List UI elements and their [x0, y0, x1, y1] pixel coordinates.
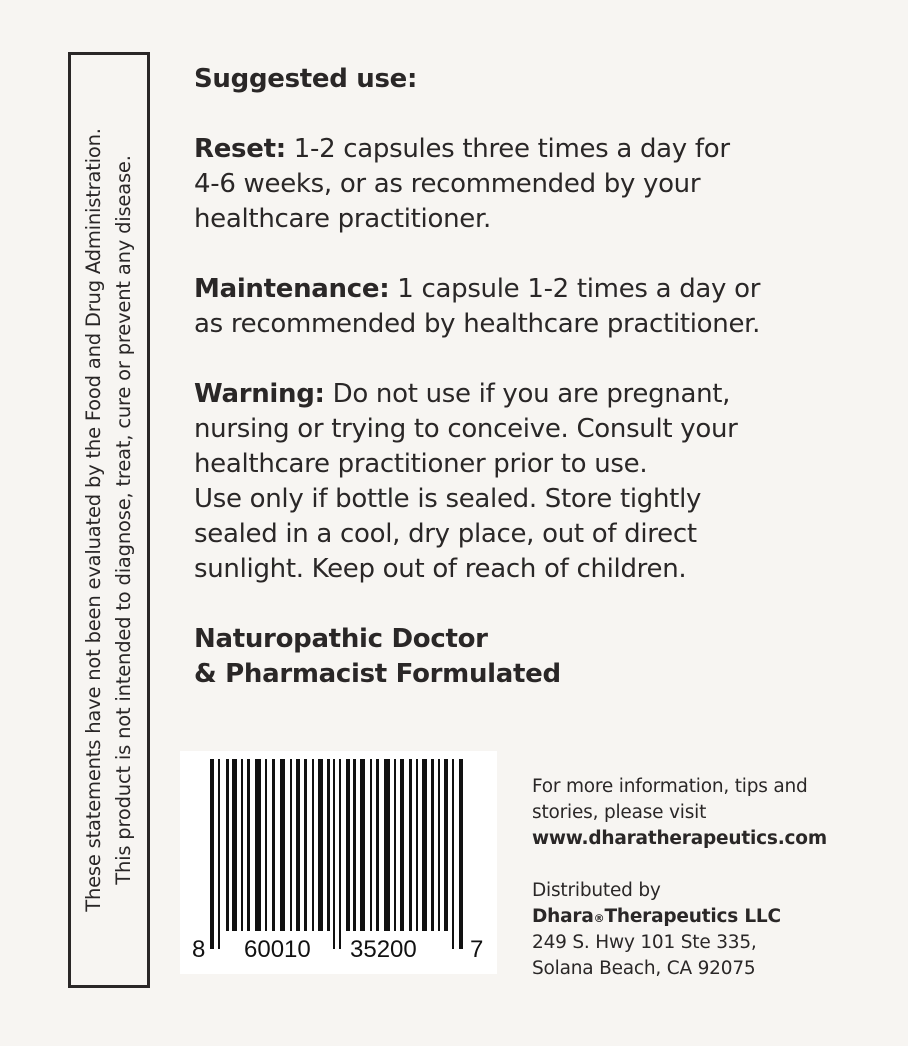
reset-label: Reset:: [194, 134, 286, 164]
info-line-2: stories, please visit: [532, 802, 707, 823]
barcode-bar: [265, 759, 267, 931]
maintenance-label: Maintenance:: [194, 274, 390, 304]
barcode-bar: [312, 759, 314, 931]
usage-section: Suggested use: Reset: 1-2 capsules three times a day for 4-6 weeks, or as recommended by your healthcare practitioner. Maintenance: 1 capsule 1-2 times a day or as recommended by healthcare practitioner. Warning: Do not use if you are pregnant, nursing or trying to conceive. Consult your healthcare practitioner prior to use. Use only if bottle is sealed. Store tightly sealed in a cool, dry place, out of direct sunlight. Keep out of reach of children. Naturopathic Doctor & Pharmacist Formulated: [194, 62, 874, 692]
barcode-bar: [346, 759, 350, 931]
formulated-line-2: & Pharmacist Formulated: [194, 659, 561, 689]
usage-heading: Suggested use:: [194, 64, 418, 94]
maintenance-paragraph: Maintenance: 1 capsule 1-2 times a day or: [194, 274, 761, 304]
barcode-bar: [232, 759, 237, 931]
disclaimer-box: [68, 52, 150, 988]
barcode-digit-last: 7: [470, 936, 484, 963]
address-line-1: 249 S. Hwy 101 Ste 335,: [532, 932, 757, 953]
barcode-bar: [210, 759, 214, 949]
barcode-bar: [280, 759, 285, 931]
barcode-bar: [376, 759, 379, 931]
barcode-bar: [438, 759, 440, 931]
barcode: [180, 751, 497, 974]
barcode-bar: [400, 759, 404, 931]
barcode-bar: [459, 759, 463, 949]
barcode-bar: [444, 759, 448, 931]
company-name: Dhara®Therapeutics LLC: [532, 906, 781, 927]
barcode-bar: [409, 759, 412, 931]
barcode-bar: [452, 759, 454, 949]
barcode-bar: [422, 759, 427, 931]
barcode-bar: [431, 759, 434, 931]
barcode-bar: [296, 759, 300, 931]
barcode-digit-first: 8: [192, 936, 206, 963]
barcode-bar: [394, 759, 396, 931]
disclaimer-line-1: These statements have not been evaluated by the Food and Drug Administration.: [82, 128, 105, 912]
warning-paragraph: Warning: Do not use if you are pregnant,: [194, 379, 731, 409]
warning-label: Warning:: [194, 379, 325, 409]
barcode-bar: [226, 759, 229, 931]
barcode-bar: [218, 759, 220, 949]
info-section: [532, 774, 872, 982]
barcode-group-left: 60010: [244, 936, 311, 963]
barcode-bar: [327, 759, 330, 931]
registered-mark: ®: [593, 912, 605, 925]
reset-paragraph: Reset: 1-2 capsules three times a day for: [194, 134, 730, 164]
barcode-bar: [353, 759, 356, 931]
website-link[interactable]: www.dharatherapeutics.com: [532, 828, 827, 849]
barcode-bar: [370, 759, 372, 931]
info-line-1: For more information, tips and: [532, 776, 808, 797]
barcode-bars: [180, 751, 497, 974]
distributed-by: Distributed by: [532, 880, 661, 901]
barcode-bar: [384, 759, 390, 931]
disclaimer-line-2: This product is not intended to diagnose, treat, cure or prevent any disease.: [112, 155, 135, 885]
barcode-bar: [241, 759, 243, 931]
address-line-2: Solana Beach, CA 92075: [532, 958, 756, 979]
barcode-bar: [304, 759, 307, 931]
barcode-bar: [272, 759, 275, 931]
barcode-bar: [416, 759, 418, 931]
barcode-bar: [333, 759, 335, 949]
disclaimer-text: [79, 70, 139, 970]
barcode-group-right: 35200: [350, 936, 417, 963]
barcode-bar: [290, 759, 292, 931]
barcode-bar: [318, 759, 323, 931]
barcode-bar: [247, 759, 250, 931]
formulated-line-1: Naturopathic Doctor: [194, 624, 488, 654]
barcode-bar: [255, 759, 261, 931]
barcode-bar: [339, 759, 341, 949]
barcode-bar: [360, 759, 365, 931]
